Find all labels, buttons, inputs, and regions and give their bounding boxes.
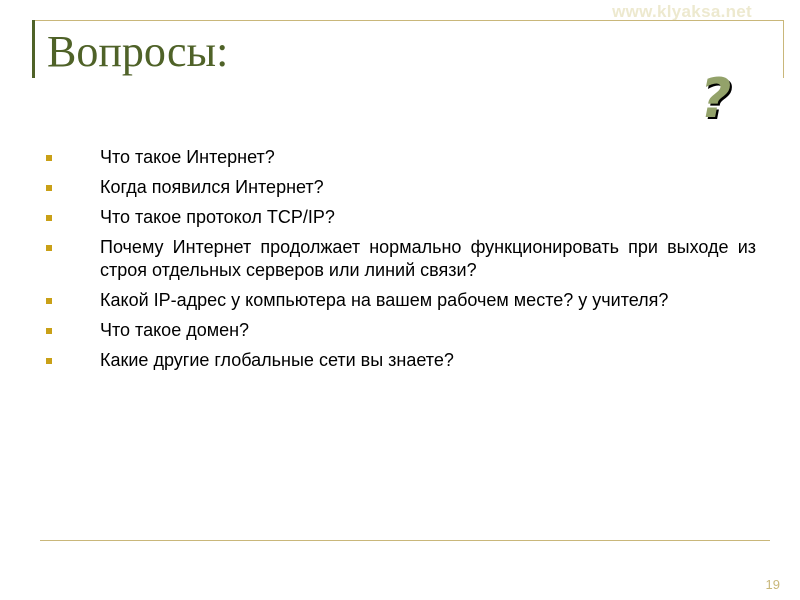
list-item-text: Почему Интернет продолжает нормально функционировать при выходе из строя отдельных серверов или линий связи? (100, 237, 756, 280)
bullet-icon (46, 328, 52, 334)
list-item-text: Какой IP-адрес у компьютера на вашем рабочем месте? у учителя? (100, 290, 669, 310)
bullet-icon (46, 155, 52, 161)
list-item (44, 176, 756, 199)
list-item-text: Какие другие глобальные сети вы знаете? (100, 350, 454, 370)
slide-title: Вопросы: (47, 27, 229, 76)
bullet-icon (46, 215, 52, 221)
list-item-text: Что такое протокол TCP/IP? (100, 207, 335, 227)
list-item (44, 289, 756, 312)
title-accent-bar (32, 20, 35, 78)
list-item (44, 319, 756, 342)
list-item (44, 349, 756, 372)
question-list (44, 146, 756, 379)
list-item-text: Что такое Интернет? (100, 147, 275, 167)
list-item (44, 206, 756, 229)
bullet-icon (46, 185, 52, 191)
list-item (44, 236, 756, 282)
bullet-icon (46, 298, 52, 304)
page-number: 19 (765, 577, 780, 592)
bullet-icon (46, 358, 52, 364)
question-mark-icon: ? (700, 67, 732, 130)
list-item-text: Что такое домен? (100, 320, 250, 340)
bullet-icon (46, 245, 52, 251)
footer-divider (40, 540, 770, 541)
watermark-text: www.klyaksa.net (612, 2, 752, 21)
list-item (44, 146, 756, 169)
list-item-text: Когда появился Интернет? (100, 177, 324, 197)
